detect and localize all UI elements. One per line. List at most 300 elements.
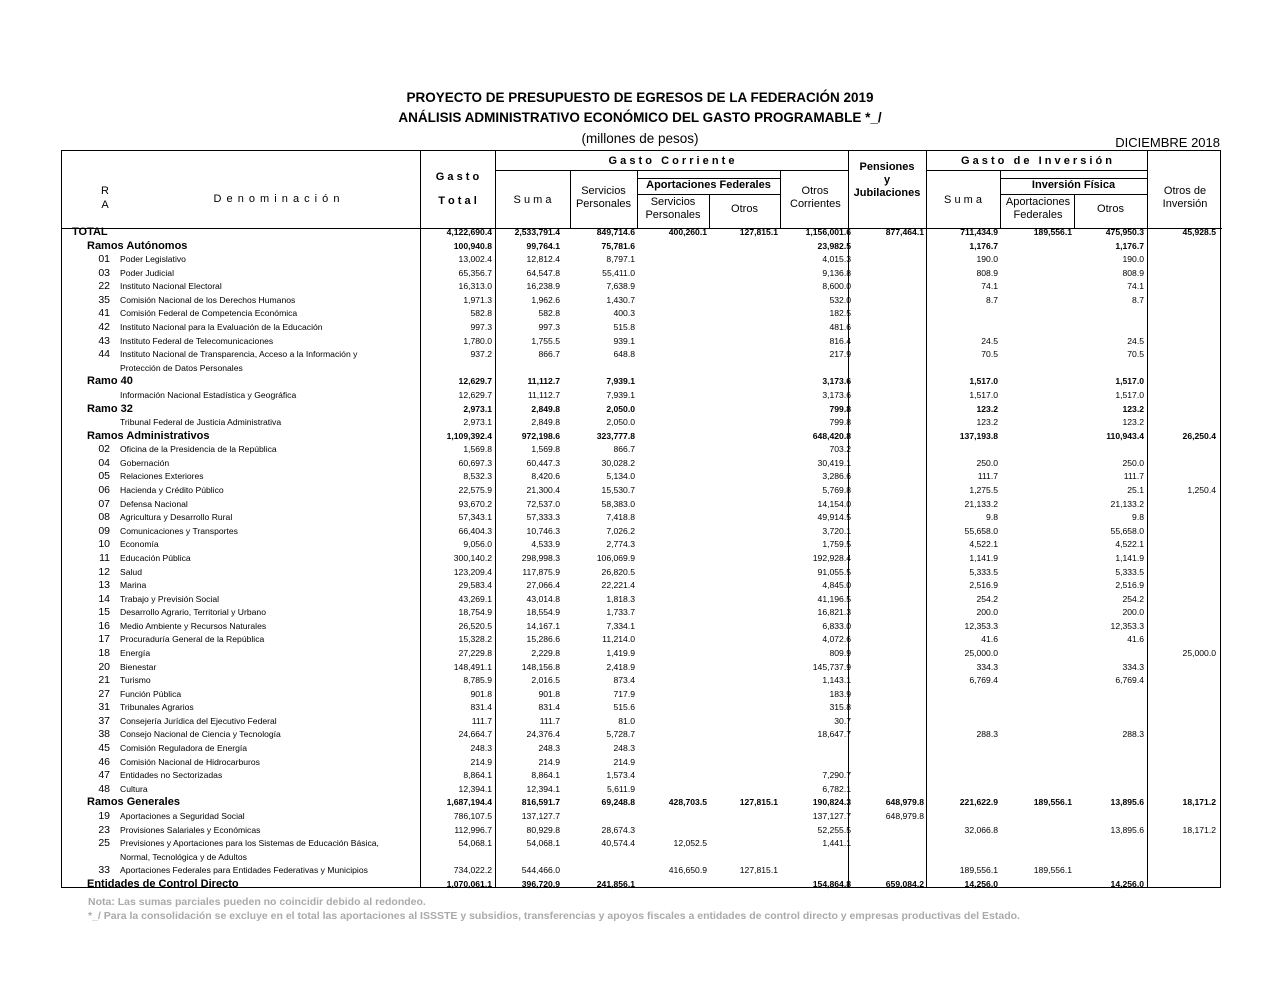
row-code: 06: [98, 484, 110, 497]
row-label: Hacienda y Crédito Público: [120, 485, 224, 496]
table-row: [62, 688, 1222, 701]
row-value: 475,950.3: [1105, 227, 1144, 237]
row-value: 849,714.6: [596, 227, 635, 237]
row-value: 137,127.7: [521, 810, 560, 821]
header-ap-servicios-personales: Servicios Personales: [645, 196, 701, 221]
row-value: 2,418.9: [606, 661, 635, 672]
row-value: 1,759.5: [822, 539, 851, 550]
row-value: 400.3: [613, 308, 635, 319]
row-value: 703.2: [829, 444, 851, 455]
row-value: 55,658.0: [1110, 525, 1144, 536]
row-value: 40,574.4: [601, 838, 635, 849]
row-value: 41.6: [1127, 634, 1144, 645]
row-value: 1,733.7: [606, 607, 635, 618]
table-row: [62, 307, 1222, 320]
row-value: 22,221.4: [601, 580, 635, 591]
row-value: 106,069.9: [596, 552, 635, 563]
row-code: 31: [98, 701, 110, 714]
row-value: 12,353.3: [1110, 620, 1144, 631]
row-value: 515.6: [613, 702, 635, 713]
row-value: 127,815.1: [739, 865, 778, 876]
row-value: 1,971.3: [463, 294, 492, 305]
row-value: 3,173.6: [822, 389, 851, 400]
row-value: 5,333.5: [1115, 566, 1144, 577]
row-value: 1,070,061.1: [446, 878, 492, 889]
row-value: 400,260.1: [668, 227, 707, 237]
row-code: 16: [98, 619, 110, 632]
row-value: 334.3: [976, 661, 998, 672]
row-value: 24.5: [981, 335, 998, 346]
row-value: 2,050.0: [606, 417, 635, 428]
row-label: Gobernación: [120, 457, 170, 468]
table-row: [62, 470, 1222, 483]
row-value: 117,875.9: [522, 566, 560, 577]
row-value: 901.8: [538, 688, 560, 699]
table-row: [62, 633, 1222, 646]
row-value: 127,815.1: [739, 227, 778, 237]
row-value: 91,055.5: [817, 566, 851, 577]
row-code: 35: [98, 293, 110, 306]
row-value: 2,016.5: [531, 675, 560, 686]
row-value: 58,383.0: [601, 498, 635, 509]
table-row: [62, 620, 1222, 633]
row-value: 14,256.0: [964, 878, 998, 889]
row-value: 5,134.0: [606, 471, 635, 482]
table-row: [62, 280, 1222, 293]
row-value: 41.6: [981, 634, 998, 645]
row-label: Provisiones Salariales y Económicas: [120, 824, 261, 835]
header-gasto-corriente: G a s t o C o r r i e n t e: [608, 155, 735, 167]
row-value: 7,638.9: [606, 281, 635, 292]
row-value: 1,755.5: [531, 335, 560, 346]
table-row: [62, 606, 1222, 619]
row-code: 02: [98, 443, 110, 456]
row-value: 123.2: [1122, 417, 1144, 428]
row-value: 43,014.8: [526, 593, 560, 604]
row-value: 13,895.6: [1110, 797, 1144, 808]
header-aportaciones-federales: Aportaciones Federales: [646, 179, 771, 191]
report-date: DICIEMBRE 2018: [1115, 135, 1220, 150]
row-value: 60,447.3: [526, 457, 560, 468]
row-value: 11,112.7: [527, 376, 560, 387]
row-value: 831.4: [470, 702, 492, 713]
row-value: 200.0: [1122, 607, 1144, 618]
row-value: 873.4: [613, 675, 635, 686]
row-value: 711,434.9: [960, 227, 998, 237]
row-code: 42: [98, 321, 110, 334]
row-value: 2,516.9: [1115, 580, 1144, 591]
row-value: 27,066.4: [526, 580, 560, 591]
row-value: 26,520.5: [458, 620, 492, 631]
table-row: [62, 701, 1222, 714]
row-label: Agricultura y Desarrollo Rural: [120, 512, 233, 523]
row-value: 72,537.0: [526, 498, 560, 509]
row-value: 4,522.1: [1115, 539, 1144, 550]
row-value: 1,573.4: [606, 770, 635, 781]
row-value: 65,356.7: [458, 267, 492, 278]
row-value: 1,569.8: [463, 444, 492, 455]
row-value: 8,864.1: [463, 770, 492, 781]
row-value: 5,728.7: [606, 729, 635, 740]
table-row: [62, 294, 1222, 307]
row-code: 45: [98, 742, 110, 755]
row-value: 428,703.5: [668, 797, 707, 808]
row-value: 70.5: [1127, 349, 1144, 360]
row-value: 799.8: [829, 417, 851, 428]
row-value: 15,530.7: [601, 485, 635, 496]
row-value: 1,250.4: [1187, 485, 1216, 496]
header-inv-otros: Otros: [1097, 203, 1124, 215]
row-label: Consejería Jurídica del Ejecutivo Federal: [120, 715, 277, 726]
row-value: 816,591.7: [521, 797, 560, 808]
row-value: 6,782.1: [822, 783, 851, 794]
row-value: 189,556.1: [1033, 865, 1072, 876]
row-value: 12,353.3: [964, 620, 998, 631]
row-value: 544,466.0: [521, 865, 560, 876]
row-value: 5,611.9: [606, 783, 635, 794]
row-value: 7,939.1: [606, 389, 635, 400]
row-value: 8,420.6: [531, 471, 560, 482]
row-value: 123.2: [976, 403, 998, 414]
row-value: 808.9: [1122, 267, 1144, 278]
row-value: 12,052.5: [673, 838, 707, 849]
row-label: Aportaciones Federales para Entidades Federativas y Municipios: [120, 865, 368, 876]
row-value: 8,600.0: [822, 281, 851, 292]
row-code: 14: [98, 592, 110, 605]
row-value: 7,939.1: [606, 376, 635, 387]
row-value: 30,028.2: [601, 457, 635, 468]
row-value: 18,171.2: [1182, 797, 1216, 808]
header-ra-a: A: [101, 199, 109, 211]
row-value: 6,833.0: [822, 620, 851, 631]
row-value: 2,533,791.4: [514, 227, 560, 237]
table-row: [62, 878, 1222, 891]
row-label: Energía: [120, 647, 151, 658]
row-value: 659,084.2: [885, 878, 924, 889]
row-value: 254.2: [1122, 593, 1144, 604]
row-value: 30,419.1: [817, 457, 851, 468]
row-value: 15,286.6: [526, 634, 560, 645]
row-value: 23,982.5: [817, 240, 851, 251]
row-label: Instituto Nacional Electoral: [120, 281, 222, 292]
row-value: 2,229.8: [531, 647, 560, 658]
row-label: Poder Judicial: [120, 267, 174, 278]
row-label: TOTAL: [72, 226, 108, 238]
report-subtitle: ANÁLISIS ADMINISTRATIVO ECONÓMICO DEL GASTO PROGRAMABLE *_/: [398, 110, 882, 125]
row-value: 866.7: [613, 444, 635, 455]
row-value: 582.8: [538, 308, 560, 319]
row-value: 182.5: [829, 308, 851, 319]
row-value: 75,781.6: [601, 240, 635, 251]
row-value: 1,275.5: [969, 485, 998, 496]
row-value: 248.3: [538, 743, 560, 754]
row-value: 2,774.3: [606, 539, 635, 550]
header-suma: S u m a: [513, 194, 552, 206]
row-code: 22: [98, 280, 110, 293]
row-value: 189,556.1: [1033, 227, 1072, 237]
table-row: [62, 362, 1222, 375]
table-row: [62, 484, 1222, 497]
row-code: 19: [98, 809, 110, 822]
row-value: 183.9: [829, 688, 851, 699]
row-code: 11: [99, 551, 110, 564]
row-value: 1,569.8: [531, 444, 560, 455]
row-value: 1,441.1: [822, 838, 851, 849]
row-label: Tribunales Agrarios: [120, 702, 194, 713]
row-value: 14,256.0: [1110, 878, 1144, 889]
table-row: [62, 443, 1222, 456]
header-inv-suma: S u m a: [944, 194, 982, 206]
table-row: [62, 253, 1222, 266]
note-consolidation: *_/ Para la consolidación se excluye en el total las aportaciones al ISSSTE y subsidios, transferencias y apoyos fiscales a entidades de control directo y empresas productivas del Estado.: [88, 910, 1020, 922]
row-value: 901.8: [470, 688, 492, 699]
header-pensiones: Pensiones: [859, 161, 915, 173]
row-value: 112,996.7: [454, 824, 492, 835]
row-value: 21,300.4: [526, 485, 560, 496]
row-value: 111.7: [471, 715, 492, 726]
row-value: 7,290.7: [822, 770, 851, 781]
row-value: 6,769.4: [1115, 675, 1144, 686]
row-value: 648.8: [613, 349, 635, 360]
row-value: 81.0: [618, 715, 635, 726]
row-value: 99,764.1: [526, 240, 560, 251]
row-value: 13,895.6: [1110, 824, 1144, 835]
row-value: 1,517.0: [1115, 389, 1144, 400]
table-row: [62, 375, 1222, 388]
row-label: Instituto Nacional de Transparencia, Acceso a la Información y: [120, 349, 358, 360]
header-jubilaciones: Jubilaciones: [853, 187, 921, 199]
row-label: Educación Pública: [120, 552, 191, 563]
table-row: [62, 824, 1222, 837]
row-value: 4,845.0: [822, 580, 851, 591]
row-value: 52,255.5: [817, 824, 851, 835]
row-label: Comisión Reguladora de Energía: [120, 743, 248, 754]
row-label: Poder Legislativo: [120, 254, 186, 265]
row-value: 939.1: [613, 335, 635, 346]
row-value: 16,821.3: [817, 607, 851, 618]
header-total: T o t a l: [438, 195, 477, 207]
row-value: 288.3: [976, 729, 998, 740]
row-value: 189,556.1: [959, 865, 998, 876]
row-label: Normal, Tecnológica y de Adultos: [120, 851, 247, 862]
row-code: 05: [98, 470, 110, 483]
header-denominacion: D e n o m i n a c i ó n: [213, 193, 341, 205]
row-value: 189,556.1: [1033, 797, 1072, 808]
row-value: 1,156,001.6: [805, 227, 851, 237]
row-value: 250.0: [976, 457, 998, 468]
row-value: 6,769.4: [969, 675, 998, 686]
row-value: 8,532.3: [463, 471, 492, 482]
row-value: 877,464.1: [885, 227, 924, 237]
table-row: [62, 403, 1222, 416]
row-value: 1,517.0: [1115, 376, 1144, 387]
row-value: 190.0: [1122, 254, 1144, 265]
row-value: 5,333.5: [969, 566, 998, 577]
table-row: [62, 457, 1222, 470]
row-value: 1,687,194.4: [446, 797, 492, 808]
row-value: 148,491.1: [453, 661, 492, 672]
row-value: 41,196.5: [817, 593, 851, 604]
row-value: 9,136.8: [822, 267, 851, 278]
row-value: 18,647.7: [817, 729, 851, 740]
row-value: 1,143.1: [822, 675, 851, 686]
row-code: 27: [98, 687, 110, 700]
header-gasto-inversion: G a s t o d e I n v e r s i ó n: [961, 155, 1112, 167]
row-code: 46: [98, 755, 110, 768]
row-value: 66,404.3: [458, 525, 492, 536]
row-value: 12,394.1: [458, 783, 492, 794]
row-value: 1,962.6: [531, 294, 560, 305]
row-code: 25: [98, 837, 110, 850]
table-row: [62, 742, 1222, 755]
row-value: 254.2: [976, 593, 998, 604]
row-value: 1,818.3: [606, 593, 635, 604]
row-value: 70.5: [981, 349, 998, 360]
table-row: [62, 593, 1222, 606]
table-row: [62, 240, 1222, 253]
table-row: [62, 796, 1222, 809]
row-label: Ramos Generales: [87, 796, 180, 809]
row-value: 248.3: [613, 743, 635, 754]
row-label: Comunicaciones y Transportes: [120, 525, 238, 536]
row-value: 69,248.8: [601, 797, 635, 808]
row-value: 241,856.1: [596, 878, 635, 889]
row-value: 123,209.4: [453, 566, 492, 577]
row-code: 17: [98, 633, 110, 646]
table-row: [62, 674, 1222, 687]
row-code: 13: [98, 579, 110, 592]
row-value: 214.9: [613, 756, 635, 767]
row-value: 298,998.3: [521, 552, 560, 563]
row-value: 2,050.0: [606, 403, 635, 414]
row-value: 2,849.8: [531, 403, 560, 414]
table-row: [62, 837, 1222, 850]
row-value: 214.9: [538, 756, 560, 767]
note-rounding: Nota: Las sumas parciales pueden no coincidir debido al redondeo.: [88, 896, 426, 908]
row-value: 972,198.6: [521, 430, 560, 441]
row-value: 12,394.1: [526, 783, 560, 794]
row-value: 866.7: [538, 349, 560, 360]
row-value: 13,002.4: [458, 254, 492, 265]
row-value: 45,928.5: [1182, 227, 1216, 237]
row-value: 190,824.3: [812, 797, 851, 808]
row-value: 288.3: [1122, 729, 1144, 740]
row-value: 55,658.0: [964, 525, 998, 536]
row-value: 93,670.2: [458, 498, 492, 509]
header-inv-aportaciones: Aportaciones Federales: [1005, 196, 1071, 221]
row-label: Trabajo y Previsión Social: [120, 593, 220, 604]
row-label: Ramos Autónomos: [87, 239, 188, 252]
table-row: [62, 756, 1222, 769]
row-label: Bienestar: [120, 661, 157, 672]
report-title: PROYECTO DE PRESUPUESTO DE EGRESOS DE LA FEDERACIÓN 2019: [406, 90, 874, 105]
row-label: Consejo Nacional de Ciencia y Tecnología: [120, 729, 281, 740]
row-value: 21,133.2: [1110, 498, 1144, 509]
row-value: 57,343.1: [458, 512, 492, 523]
row-value: 808.9: [976, 267, 998, 278]
row-value: 396,720.9: [521, 878, 560, 889]
row-value: 1,141.9: [969, 552, 998, 563]
header-ra-r: R: [101, 185, 109, 197]
row-code: 15: [98, 606, 110, 619]
row-value: 123.2: [976, 417, 998, 428]
row-value: 18,171.2: [1182, 824, 1216, 835]
row-value: 3,173.6: [822, 376, 851, 387]
row-value: 4,533.9: [531, 539, 560, 550]
row-value: 1,176.7: [1115, 240, 1144, 251]
row-code: 37: [98, 714, 110, 727]
row-value: 29,583.4: [458, 580, 492, 591]
row-value: 111.7: [539, 715, 560, 726]
table-row: [62, 864, 1222, 877]
row-value: 9,056.0: [463, 539, 492, 550]
row-value: 2,849.8: [531, 417, 560, 428]
row-value: 9.8: [986, 512, 998, 523]
row-value: 123.2: [1122, 403, 1144, 414]
row-value: 1,780.0: [463, 335, 492, 346]
row-value: 5,769.8: [822, 485, 851, 496]
table-row: [62, 566, 1222, 579]
header-otros-corrientes: Otros Corrientes: [790, 185, 841, 210]
row-label: Procuraduría General de la República: [120, 634, 265, 645]
row-value: 7,026.2: [606, 525, 635, 536]
row-value: 111.7: [977, 471, 998, 482]
row-value: 214.9: [470, 756, 492, 767]
table-row: [62, 525, 1222, 538]
row-value: 4,122,690.4: [446, 227, 492, 237]
table-row: [62, 783, 1222, 796]
row-label: Defensa Nacional: [120, 498, 188, 509]
row-label: Comisión Nacional de los Derechos Humanos: [120, 294, 296, 305]
table-row: [62, 661, 1222, 674]
table-row: [62, 321, 1222, 334]
row-code: 10: [98, 538, 110, 551]
row-label: Marina: [120, 580, 147, 591]
row-value: 15,328.2: [458, 634, 492, 645]
budget-table: [61, 150, 1221, 888]
row-code: 07: [98, 497, 110, 510]
row-label: Salud: [120, 566, 142, 577]
row-code: 18: [98, 646, 110, 659]
table-row: [62, 226, 1222, 239]
row-value: 2,516.9: [969, 580, 998, 591]
row-value: 9.8: [1132, 512, 1144, 523]
row-value: 25,000.0: [1182, 647, 1216, 658]
row-value: 734,022.2: [453, 865, 492, 876]
row-value: 18,754.9: [458, 607, 492, 618]
row-value: 10,746.3: [526, 525, 560, 536]
row-value: 12,629.7: [458, 389, 492, 400]
row-value: 786,107.5: [453, 810, 492, 821]
row-value: 221,622.9: [959, 797, 998, 808]
row-value: 997.3: [470, 322, 492, 333]
row-value: 26,820.5: [601, 566, 635, 577]
row-code: 04: [98, 456, 110, 469]
row-value: 55,411.0: [602, 267, 635, 278]
header-servicios-personales: Servicios Personales: [575, 185, 632, 210]
row-code: 03: [98, 266, 110, 279]
table-row: [62, 430, 1222, 443]
header-inversion-fisica: Inversión Física: [1031, 179, 1116, 191]
row-value: 1,419.9: [606, 647, 635, 658]
table-row: [62, 715, 1222, 728]
row-label: Función Pública: [120, 688, 182, 699]
row-value: 8.7: [1132, 294, 1144, 305]
row-label: Oficina de la Presidencia de la República: [120, 444, 277, 455]
row-value: 648,979.8: [885, 810, 924, 821]
row-label: Previsiones y Aportaciones para los Sistemas de Educación Básica,: [120, 838, 379, 849]
table-row: [62, 851, 1222, 864]
